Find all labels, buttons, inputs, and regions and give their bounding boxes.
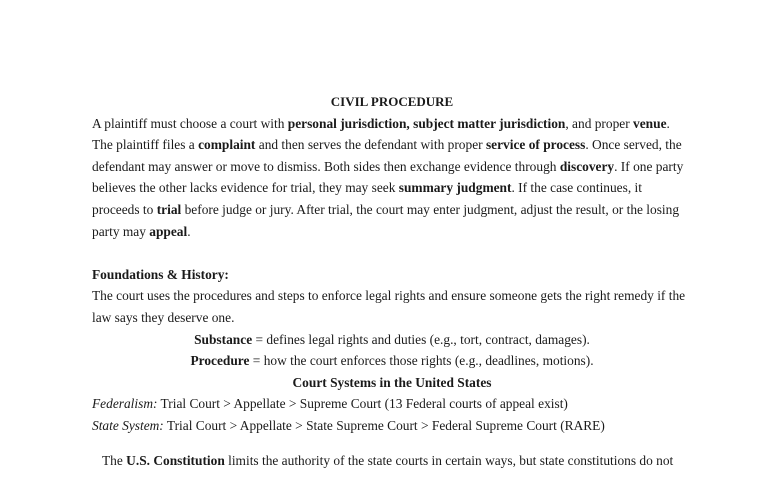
state-system-line: State System: Trial Court > Appellate > State Supreme Court > Federal Supreme Court (RARE) (92, 417, 605, 433)
court-systems-heading: Court Systems in the United States (292, 374, 492, 390)
document-page (92, 91, 692, 485)
term-venue: venue (633, 115, 667, 131)
term-discovery: discovery (559, 158, 615, 174)
term-complaint: complaint (198, 137, 256, 153)
federal-system-line: Federalism: Trial Court > Appellate > Supreme Court (13 Federal courts of appeal exist) (92, 396, 568, 412)
foundations-text: The court uses the procedures and steps to enforce legal rights and ensure someone gets the right remedy if the law says they deserve one. (92, 288, 686, 325)
foundations-heading: Foundations & History: (92, 266, 229, 282)
constitution-paragraph: The U.S. Constitution limits the authority of the state courts in certain ways, but state constitutions do not (102, 452, 674, 468)
term-appeal: appeal (149, 223, 188, 239)
term-jurisdiction: personal jurisdiction, subject matter jurisdiction (287, 115, 566, 131)
document-title: CIVIL PROCEDURE (330, 94, 454, 109)
term-summary-judgment: summary judgment (398, 180, 512, 196)
intro-paragraph: A plaintiff must choose a court with personal jurisdiction, subject matter jurisdiction, and proper venue. The plaintiff files a complaint and then serves the defendant with proper service of process. Once served, the defendant may answer or move to dismiss. Both sides then exchange evidence through discovery. If one party believes the other lacks evidence for trial, they may seek summary judgment. If the case continues, it proceeds to trial before judge or jury. After trial, the court may enter judgment, adjust the result, or the losing party may appeal. (92, 115, 684, 239)
substance-definition: Substance = defines legal rights and duties (e.g., tort, contract, damages). (194, 331, 590, 347)
procedure-definition: Procedure = how the court enforces those rights (e.g., deadlines, motions). (190, 353, 594, 369)
term-trial: trial (156, 201, 182, 217)
term-service-of-process: service of process (485, 137, 586, 153)
paragraph-spacer (92, 242, 692, 264)
term-us-constitution: U.S. Constitution (126, 452, 225, 468)
